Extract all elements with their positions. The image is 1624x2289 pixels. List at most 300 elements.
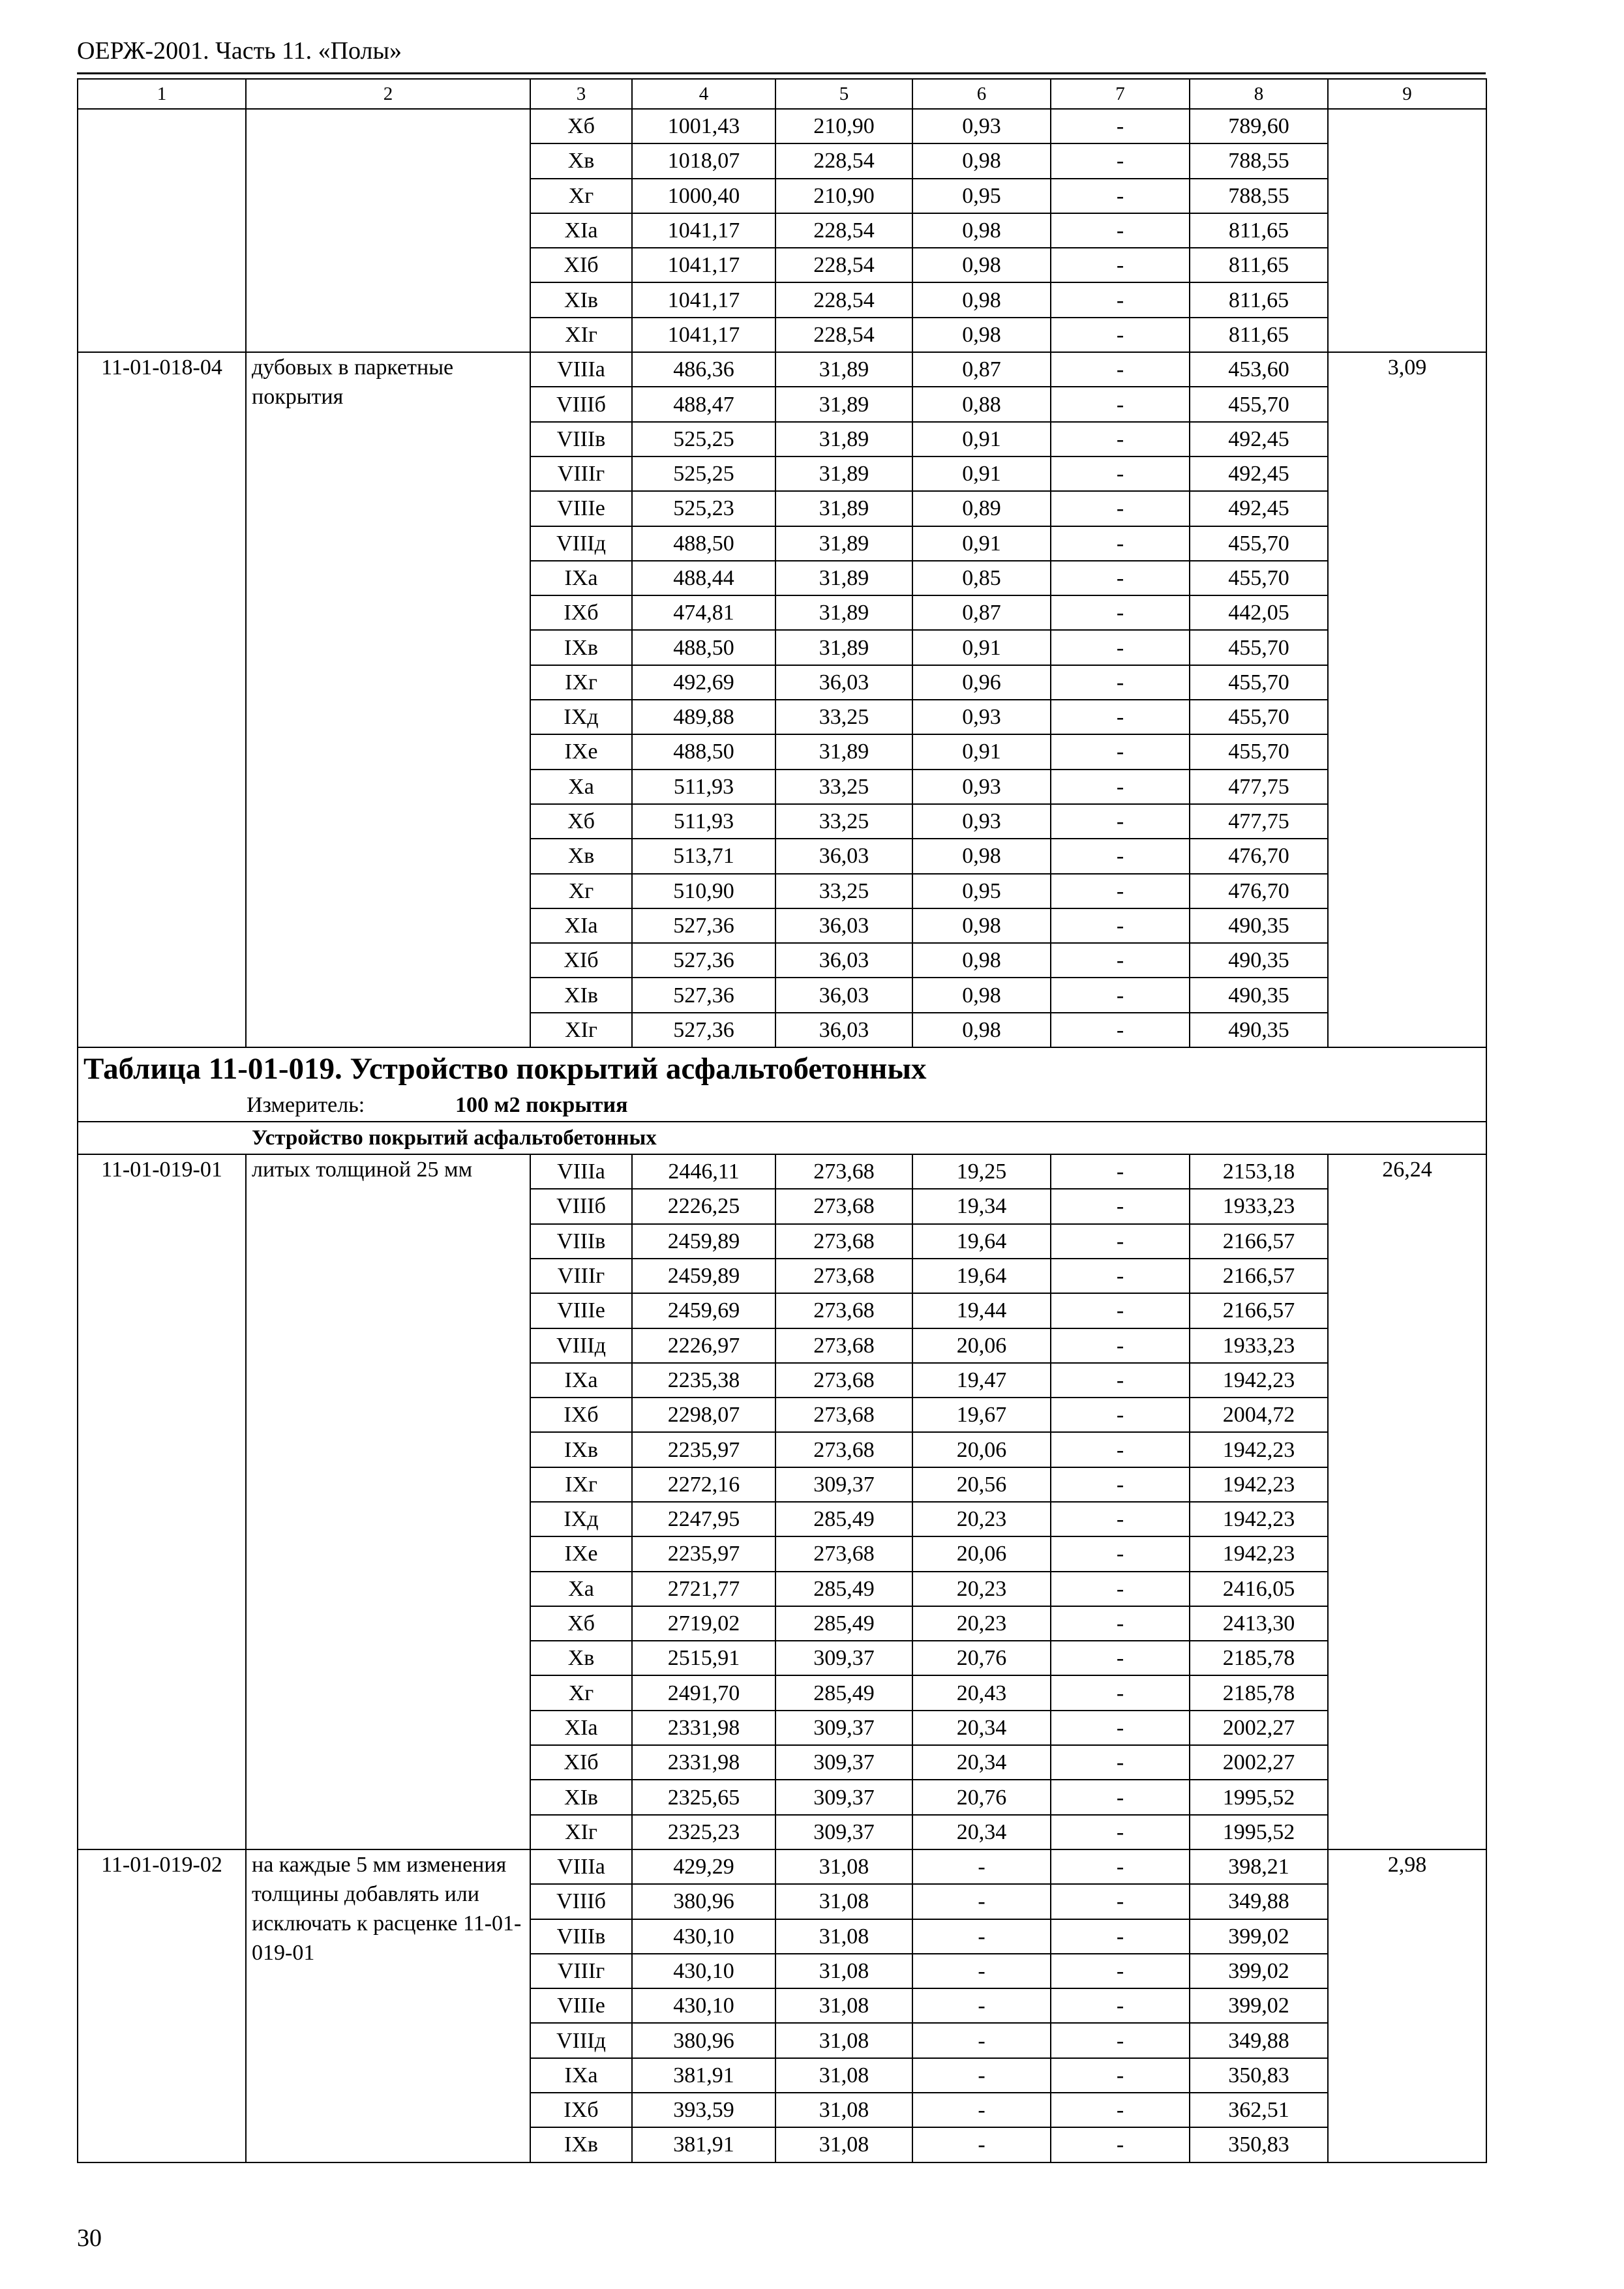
materials-cell: 2416,05 (1190, 1572, 1328, 1606)
direct-cost-cell: 2459,89 (632, 1259, 775, 1293)
wages-cell: 31,89 (775, 422, 912, 456)
wages-cell: 31,08 (775, 1954, 912, 1988)
direct-cost-cell: 2491,70 (632, 1675, 775, 1710)
direct-cost-cell: 2515,91 (632, 1641, 775, 1675)
direct-cost-cell: 513,71 (632, 839, 775, 873)
zone-cell: IXа (530, 2058, 632, 2093)
materials-cell: 349,88 (1190, 2023, 1328, 2057)
zone-cell: VIIIг (530, 456, 632, 491)
driver-wages-cell: - (1051, 179, 1190, 213)
direct-cost-cell: 492,69 (632, 665, 775, 700)
driver-wages-cell: - (1051, 387, 1190, 421)
direct-cost-cell: 393,59 (632, 2093, 775, 2127)
subheading-row (78, 1122, 1486, 1154)
rate-code (78, 109, 246, 352)
wages-cell: 31,89 (775, 561, 912, 595)
wages-cell: 309,37 (775, 1815, 912, 1849)
wages-cell: 309,37 (775, 1641, 912, 1675)
page-header: ОЕРЖ-2001. Часть 11. «Полы» (77, 37, 402, 65)
direct-cost-cell: 2459,69 (632, 1293, 775, 1328)
materials-cell: 398,21 (1190, 1849, 1328, 1884)
materials-cell: 811,65 (1190, 213, 1328, 248)
zone-cell: XIг (530, 1013, 632, 1047)
rate-description: на каждые 5 мм изменения толщины добавлять или исключать к расценке 11-01-019-01 (246, 1849, 530, 2162)
driver-wages-cell: - (1051, 456, 1190, 491)
machine-cost-cell: 0,95 (912, 874, 1051, 908)
direct-cost-cell: 2331,98 (632, 1711, 775, 1745)
materials-cell: 788,55 (1190, 179, 1328, 213)
driver-wages-cell: - (1051, 2023, 1190, 2057)
materials-cell: 399,02 (1190, 1954, 1328, 1988)
zone-cell: VIIIг (530, 1259, 632, 1293)
wages-cell: 273,68 (775, 1432, 912, 1467)
wages-cell: 285,49 (775, 1675, 912, 1710)
machine-cost-cell: - (912, 1919, 1051, 1954)
driver-wages-cell: - (1051, 1815, 1190, 1849)
zone-cell: XIв (530, 282, 632, 317)
subheading-cell (78, 1122, 1486, 1154)
direct-cost-cell: 2235,38 (632, 1363, 775, 1398)
machine-cost-cell: 0,95 (912, 179, 1051, 213)
direct-cost-cell: 2459,89 (632, 1224, 775, 1259)
table-body (78, 79, 1486, 2162)
zone-cell: IXг (530, 1467, 632, 1502)
direct-cost-cell: 488,50 (632, 630, 775, 665)
machine-cost-cell: 20,34 (912, 1711, 1051, 1745)
materials-cell: 476,70 (1190, 874, 1328, 908)
wages-cell: 273,68 (775, 1328, 912, 1363)
direct-cost-cell: 2247,95 (632, 1502, 775, 1536)
zone-cell: Xб (530, 804, 632, 839)
machine-cost-cell: 0,88 (912, 387, 1051, 421)
materials-cell: 2166,57 (1190, 1293, 1328, 1328)
page-number: 30 (77, 2224, 102, 2252)
direct-cost-cell: 488,50 (632, 526, 775, 561)
materials-cell: 2413,30 (1190, 1606, 1328, 1641)
zone-cell: VIIIд (530, 1328, 632, 1363)
materials-cell: 1995,52 (1190, 1780, 1328, 1814)
direct-cost-cell: 488,47 (632, 387, 775, 421)
driver-wages-cell: - (1051, 1954, 1190, 1988)
driver-wages-cell: - (1051, 352, 1190, 387)
machine-cost-cell: 20,23 (912, 1502, 1051, 1536)
direct-cost-cell: 525,23 (632, 491, 775, 526)
zone-cell: XIв (530, 978, 632, 1012)
wages-cell: 309,37 (775, 1780, 912, 1814)
wages-cell: 36,03 (775, 1013, 912, 1047)
driver-wages-cell: - (1051, 1363, 1190, 1398)
table-row (78, 109, 1486, 143)
wages-cell: 31,08 (775, 2093, 912, 2127)
direct-cost-cell: 1041,17 (632, 318, 775, 352)
materials-cell: 1995,52 (1190, 1815, 1328, 1849)
driver-wages-cell: - (1051, 491, 1190, 526)
zone-cell: VIIIв (530, 1224, 632, 1259)
driver-wages-cell: - (1051, 770, 1190, 804)
table-title: Таблица 11-01-019. Устройство покрытий асфальтобетонных (78, 1047, 1486, 1090)
machine-cost-cell: 20,06 (912, 1432, 1051, 1467)
direct-cost-cell: 2272,16 (632, 1467, 775, 1502)
wages-cell: 36,03 (775, 943, 912, 978)
machine-cost-cell: 0,98 (912, 213, 1051, 248)
machine-cost-cell: 20,43 (912, 1675, 1051, 1710)
rate-description: литых толщиной 25 мм (246, 1154, 530, 1849)
materials-cell: 811,65 (1190, 282, 1328, 317)
wages-cell: 228,54 (775, 213, 912, 248)
zone-cell: XIв (530, 1780, 632, 1814)
zone-cell: XIб (530, 1745, 632, 1780)
zone-cell: IXб (530, 1398, 632, 1432)
zone-cell: VIIIа (530, 1849, 632, 1884)
wages-cell: 228,54 (775, 143, 912, 178)
direct-cost-cell: 488,50 (632, 734, 775, 769)
wages-cell: 31,89 (775, 595, 912, 630)
zone-cell: VIIIв (530, 422, 632, 456)
materials-cell: 1942,23 (1190, 1502, 1328, 1536)
machine-cost-cell: 0,91 (912, 630, 1051, 665)
driver-wages-cell: - (1051, 561, 1190, 595)
materials-cell: 1942,23 (1190, 1536, 1328, 1571)
zone-cell: VIIIд (530, 526, 632, 561)
machine-cost-cell: - (912, 2127, 1051, 2162)
materials-cell: 492,45 (1190, 491, 1328, 526)
wages-cell: 273,68 (775, 1189, 912, 1223)
machine-cost-cell: 19,25 (912, 1154, 1051, 1189)
materials-cell: 455,70 (1190, 630, 1328, 665)
machine-cost-cell: 20,34 (912, 1745, 1051, 1780)
driver-wages-cell: - (1051, 943, 1190, 978)
materials-cell: 399,02 (1190, 1919, 1328, 1954)
direct-cost-cell: 527,36 (632, 1013, 775, 1047)
driver-wages-cell: - (1051, 1013, 1190, 1047)
driver-wages-cell: - (1051, 1432, 1190, 1467)
materials-cell: 2185,78 (1190, 1675, 1328, 1710)
column-number: 8 (1190, 79, 1328, 109)
direct-cost-cell: 1018,07 (632, 143, 775, 178)
machine-cost-cell: - (912, 1884, 1051, 1919)
direct-cost-cell: 510,90 (632, 874, 775, 908)
driver-wages-cell: - (1051, 874, 1190, 908)
driver-wages-cell: - (1051, 318, 1190, 352)
materials-cell: 2166,57 (1190, 1259, 1328, 1293)
materials-cell: 476,70 (1190, 839, 1328, 873)
direct-cost-cell: 430,10 (632, 1954, 775, 1988)
wages-cell: 273,68 (775, 1154, 912, 1189)
zone-cell: XIа (530, 1711, 632, 1745)
machine-cost-cell: 0,87 (912, 352, 1051, 387)
driver-wages-cell: - (1051, 595, 1190, 630)
zone-cell: IXг (530, 665, 632, 700)
column-number: 2 (246, 79, 530, 109)
machine-cost-cell: - (912, 1954, 1051, 1988)
zone-cell: IXб (530, 595, 632, 630)
wages-cell: 285,49 (775, 1606, 912, 1641)
zone-cell: VIIIе (530, 491, 632, 526)
driver-wages-cell: - (1051, 1293, 1190, 1328)
wages-cell: 31,08 (775, 1884, 912, 1919)
wages-cell: 36,03 (775, 839, 912, 873)
wages-cell: 31,08 (775, 2127, 912, 2162)
rates-table (77, 78, 1487, 2163)
wages-cell: 31,08 (775, 1919, 912, 1954)
direct-cost-cell: 525,25 (632, 456, 775, 491)
materials-cell: 490,35 (1190, 978, 1328, 1012)
zone-cell: Xг (530, 1675, 632, 1710)
machine-cost-cell: 0,91 (912, 734, 1051, 769)
zone-cell: XIа (530, 213, 632, 248)
direct-cost-cell: 2721,77 (632, 1572, 775, 1606)
machine-cost-cell: 19,47 (912, 1363, 1051, 1398)
zone-cell: Xб (530, 1606, 632, 1641)
direct-cost-cell: 430,10 (632, 1988, 775, 2023)
wages-cell: 210,90 (775, 179, 912, 213)
rate-code: 11-01-019-01 (78, 1154, 246, 1849)
direct-cost-cell: 2719,02 (632, 1606, 775, 1641)
column-number: 1 (78, 79, 246, 109)
driver-wages-cell: - (1051, 1884, 1190, 1919)
direct-cost-cell: 381,91 (632, 2058, 775, 2093)
driver-wages-cell: - (1051, 2058, 1190, 2093)
wages-cell: 31,89 (775, 734, 912, 769)
machine-cost-cell: 20,23 (912, 1572, 1051, 1606)
wages-cell: 33,25 (775, 770, 912, 804)
driver-wages-cell: - (1051, 1572, 1190, 1606)
machine-cost-cell: 19,67 (912, 1398, 1051, 1432)
machine-cost-cell: 19,34 (912, 1189, 1051, 1223)
wages-cell: 31,89 (775, 456, 912, 491)
driver-wages-cell: - (1051, 1502, 1190, 1536)
direct-cost-cell: 1041,17 (632, 213, 775, 248)
materials-cell: 1942,23 (1190, 1432, 1328, 1467)
driver-wages-cell: - (1051, 1467, 1190, 1502)
wages-cell: 31,89 (775, 630, 912, 665)
column-number: 7 (1051, 79, 1190, 109)
column-number: 4 (632, 79, 775, 109)
machine-cost-cell: 20,06 (912, 1536, 1051, 1571)
machine-cost-cell: 0,93 (912, 700, 1051, 734)
column-number: 9 (1328, 79, 1486, 109)
driver-wages-cell: - (1051, 1536, 1190, 1571)
machine-cost-cell: - (912, 2058, 1051, 2093)
zone-cell: XIб (530, 248, 632, 282)
driver-wages-cell: - (1051, 248, 1190, 282)
machine-cost-cell: 0,89 (912, 491, 1051, 526)
zone-cell: IXе (530, 1536, 632, 1571)
materials-cell: 492,45 (1190, 422, 1328, 456)
materials-cell: 477,75 (1190, 770, 1328, 804)
materials-cell: 789,60 (1190, 109, 1328, 143)
driver-wages-cell: - (1051, 1780, 1190, 1814)
materials-cell: 455,70 (1190, 734, 1328, 769)
driver-wages-cell: - (1051, 630, 1190, 665)
measure-cell (78, 1090, 1486, 1122)
zone-cell: XIг (530, 318, 632, 352)
wages-cell: 309,37 (775, 1711, 912, 1745)
materials-cell: 2153,18 (1190, 1154, 1328, 1189)
materials-cell: 442,05 (1190, 595, 1328, 630)
header-rule (77, 72, 1486, 74)
machine-cost-cell: 0,98 (912, 1013, 1051, 1047)
driver-wages-cell: - (1051, 1745, 1190, 1780)
rate-description (246, 109, 530, 352)
machine-cost-cell: 0,93 (912, 804, 1051, 839)
driver-wages-cell: - (1051, 665, 1190, 700)
driver-wages-cell: - (1051, 1398, 1190, 1432)
wages-cell: 228,54 (775, 318, 912, 352)
zone-cell: VIIIб (530, 1189, 632, 1223)
driver-wages-cell: - (1051, 109, 1190, 143)
zone-cell: VIIIб (530, 387, 632, 421)
machine-cost-cell: 20,76 (912, 1641, 1051, 1675)
wages-cell: 36,03 (775, 908, 912, 943)
wages-cell: 31,08 (775, 2023, 912, 2057)
wages-cell: 31,89 (775, 387, 912, 421)
materials-cell: 811,65 (1190, 318, 1328, 352)
machine-cost-cell: 0,98 (912, 908, 1051, 943)
materials-cell: 349,88 (1190, 1884, 1328, 1919)
materials-cell: 455,70 (1190, 665, 1328, 700)
driver-wages-cell: - (1051, 1224, 1190, 1259)
wages-cell: 285,49 (775, 1572, 912, 1606)
wages-cell: 210,90 (775, 109, 912, 143)
wages-cell: 273,68 (775, 1536, 912, 1571)
zone-cell: IXв (530, 1432, 632, 1467)
machine-cost-cell: 0,98 (912, 943, 1051, 978)
machine-cost-cell: 19,64 (912, 1224, 1051, 1259)
materials-cell: 362,51 (1190, 2093, 1328, 2127)
driver-wages-cell: - (1051, 213, 1190, 248)
zone-cell: Xа (530, 1572, 632, 1606)
driver-wages-cell: - (1051, 1154, 1190, 1189)
zone-cell: IXб (530, 2093, 632, 2127)
machine-cost-cell: 0,98 (912, 143, 1051, 178)
machine-cost-cell: 0,91 (912, 526, 1051, 561)
driver-wages-cell: - (1051, 143, 1190, 178)
zone-cell: VIIIб (530, 1884, 632, 1919)
table-row (78, 352, 1486, 387)
machine-cost-cell: 0,87 (912, 595, 1051, 630)
machine-cost-cell: 19,64 (912, 1259, 1051, 1293)
machine-cost-cell: 20,34 (912, 1815, 1051, 1849)
direct-cost-cell: 381,91 (632, 2127, 775, 2162)
driver-wages-cell: - (1051, 1259, 1190, 1293)
direct-cost-cell: 2331,98 (632, 1745, 775, 1780)
wages-cell: 31,89 (775, 352, 912, 387)
machine-cost-cell: 0,93 (912, 770, 1051, 804)
zone-cell: Xв (530, 1641, 632, 1675)
driver-wages-cell: - (1051, 2127, 1190, 2162)
direct-cost-cell: 527,36 (632, 943, 775, 978)
materials-cell: 788,55 (1190, 143, 1328, 178)
zone-cell: Xг (530, 179, 632, 213)
direct-cost-cell: 511,93 (632, 804, 775, 839)
labor-cost (1328, 109, 1486, 352)
zone-cell: Xв (530, 143, 632, 178)
driver-wages-cell: - (1051, 1919, 1190, 1954)
wages-cell: 285,49 (775, 1502, 912, 1536)
driver-wages-cell: - (1051, 1988, 1190, 2023)
materials-cell: 2002,27 (1190, 1745, 1328, 1780)
direct-cost-cell: 2446,11 (632, 1154, 775, 1189)
driver-wages-cell: - (1051, 1606, 1190, 1641)
zone-cell: VIIIе (530, 1293, 632, 1328)
machine-cost-cell: 0,98 (912, 839, 1051, 873)
materials-cell: 350,83 (1190, 2058, 1328, 2093)
wages-cell: 31,89 (775, 526, 912, 561)
driver-wages-cell: - (1051, 1328, 1190, 1363)
machine-cost-cell: 0,98 (912, 248, 1051, 282)
zone-cell: VIIIа (530, 1154, 632, 1189)
wages-cell: 309,37 (775, 1467, 912, 1502)
direct-cost-cell: 2226,97 (632, 1328, 775, 1363)
zone-cell: VIIIе (530, 1988, 632, 2023)
machine-cost-cell: 20,76 (912, 1780, 1051, 1814)
direct-cost-cell: 380,96 (632, 2023, 775, 2057)
materials-cell: 492,45 (1190, 456, 1328, 491)
driver-wages-cell: - (1051, 422, 1190, 456)
column-number-row (78, 79, 1486, 109)
table-title-row (78, 1047, 1486, 1090)
zone-cell: VIIIа (530, 352, 632, 387)
materials-cell: 2185,78 (1190, 1641, 1328, 1675)
rate-code: 11-01-018-04 (78, 352, 246, 1047)
driver-wages-cell: - (1051, 2093, 1190, 2127)
direct-cost-cell: 2325,23 (632, 1815, 775, 1849)
wages-cell: 273,68 (775, 1224, 912, 1259)
wages-cell: 33,25 (775, 700, 912, 734)
zone-cell: Xб (530, 109, 632, 143)
machine-cost-cell: 0,96 (912, 665, 1051, 700)
driver-wages-cell: - (1051, 1849, 1190, 1884)
zone-cell: XIа (530, 908, 632, 943)
materials-cell: 455,70 (1190, 700, 1328, 734)
machine-cost-cell: 0,91 (912, 456, 1051, 491)
machine-cost-cell: 20,06 (912, 1328, 1051, 1363)
measure-row (78, 1090, 1486, 1122)
wages-cell: 33,25 (775, 874, 912, 908)
zone-cell: IXв (530, 2127, 632, 2162)
materials-cell: 455,70 (1190, 561, 1328, 595)
direct-cost-cell: 2226,25 (632, 1189, 775, 1223)
machine-cost-cell: - (912, 2023, 1051, 2057)
direct-cost-cell: 527,36 (632, 908, 775, 943)
direct-cost-cell: 2325,65 (632, 1780, 775, 1814)
driver-wages-cell: - (1051, 734, 1190, 769)
rate-code: 11-01-019-02 (78, 1849, 246, 2162)
driver-wages-cell: - (1051, 839, 1190, 873)
materials-cell: 455,70 (1190, 387, 1328, 421)
materials-cell: 453,60 (1190, 352, 1328, 387)
measure-label: Измеритель: (247, 1093, 365, 1118)
wages-cell: 273,68 (775, 1398, 912, 1432)
machine-cost-cell: - (912, 1849, 1051, 1884)
machine-cost-cell: 20,23 (912, 1606, 1051, 1641)
direct-cost-cell: 486,36 (632, 352, 775, 387)
column-number: 5 (775, 79, 912, 109)
driver-wages-cell: - (1051, 908, 1190, 943)
wages-cell: 33,25 (775, 804, 912, 839)
driver-wages-cell: - (1051, 1711, 1190, 1745)
driver-wages-cell: - (1051, 282, 1190, 317)
wages-cell: 31,08 (775, 1988, 912, 2023)
labor-cost: 3,09 (1328, 352, 1486, 1047)
materials-cell: 1933,23 (1190, 1328, 1328, 1363)
measure-value: 100 м2 покрытия (455, 1093, 628, 1118)
zone-cell: XIб (530, 943, 632, 978)
materials-cell: 490,35 (1190, 943, 1328, 978)
driver-wages-cell: - (1051, 1641, 1190, 1675)
machine-cost-cell: - (912, 2093, 1051, 2127)
